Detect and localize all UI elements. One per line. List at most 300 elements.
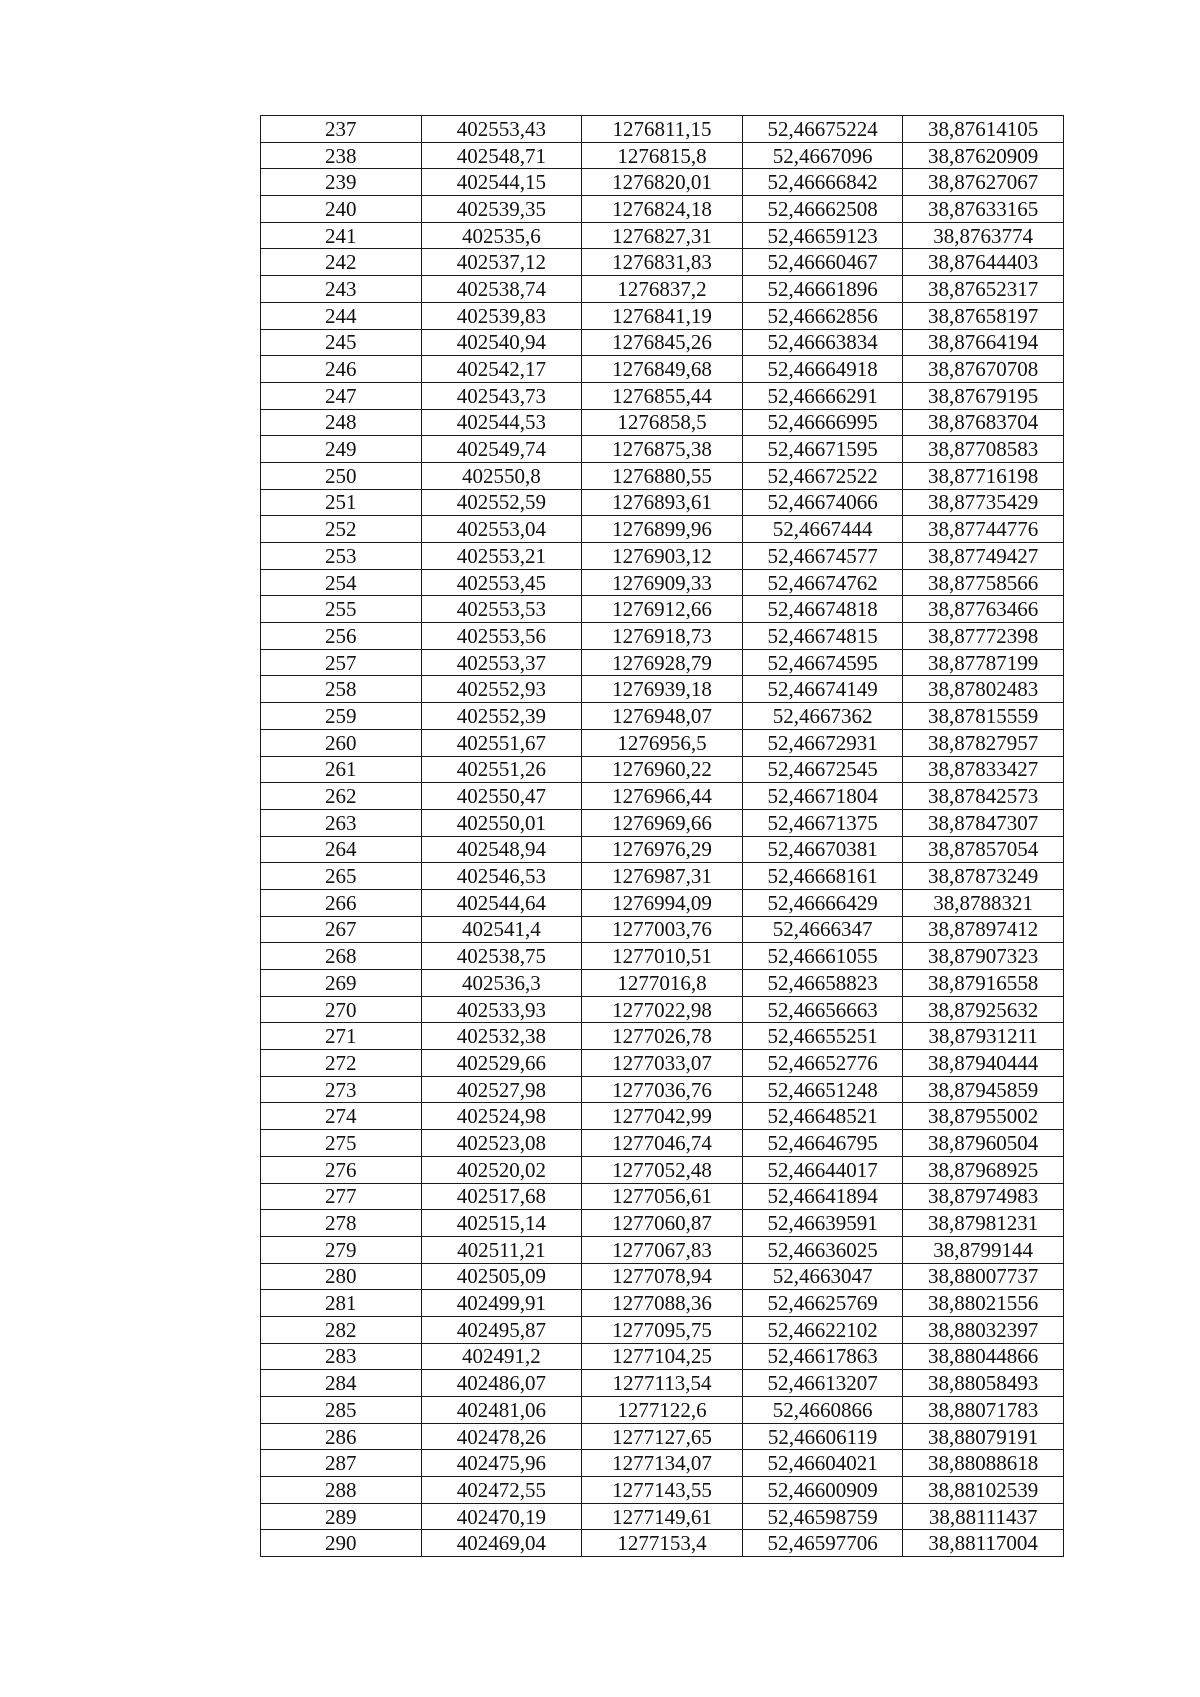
point-number-cell: 251 [261, 489, 422, 516]
y-coordinate-cell: 1276820,01 [582, 169, 743, 196]
y-coordinate-cell: 1276858,5 [582, 409, 743, 436]
longitude-cell: 38,87758566 [903, 569, 1064, 596]
latitude-cell: 52,46651248 [742, 1076, 903, 1103]
table-row [261, 756, 1064, 783]
longitude-cell: 38,87620909 [903, 142, 1064, 169]
y-coordinate-cell: 1277022,98 [582, 996, 743, 1023]
latitude-cell: 52,46672931 [742, 729, 903, 756]
table-row [261, 543, 1064, 570]
longitude-cell: 38,88079191 [903, 1423, 1064, 1450]
x-coordinate-cell: 402478,26 [421, 1423, 582, 1450]
point-number-cell: 285 [261, 1397, 422, 1424]
latitude-cell: 52,46670381 [742, 836, 903, 863]
x-coordinate-cell: 402515,14 [421, 1210, 582, 1237]
longitude-cell: 38,87772398 [903, 623, 1064, 650]
latitude-cell: 52,46656663 [742, 996, 903, 1023]
latitude-cell: 52,46663834 [742, 329, 903, 356]
latitude-cell: 52,46662508 [742, 196, 903, 223]
point-number-cell: 255 [261, 596, 422, 623]
table-row [261, 409, 1064, 436]
longitude-cell: 38,87907323 [903, 943, 1064, 970]
latitude-cell: 52,4667096 [742, 142, 903, 169]
point-number-cell: 239 [261, 169, 422, 196]
latitude-cell: 52,46617863 [742, 1343, 903, 1370]
latitude-cell: 52,4666347 [742, 916, 903, 943]
y-coordinate-cell: 1277149,61 [582, 1503, 743, 1530]
latitude-cell: 52,46668161 [742, 863, 903, 890]
table-row [261, 329, 1064, 356]
longitude-cell: 38,87633165 [903, 196, 1064, 223]
point-number-cell: 244 [261, 302, 422, 329]
table-row [261, 1343, 1064, 1370]
point-number-cell: 275 [261, 1130, 422, 1157]
longitude-cell: 38,87679195 [903, 382, 1064, 409]
point-number-cell: 245 [261, 329, 422, 356]
y-coordinate-cell: 1277113,54 [582, 1370, 743, 1397]
coordinates-table [260, 115, 1064, 1557]
table-row [261, 516, 1064, 543]
x-coordinate-cell: 402553,21 [421, 543, 582, 570]
latitude-cell: 52,46658823 [742, 970, 903, 997]
longitude-cell: 38,87763466 [903, 596, 1064, 623]
latitude-cell: 52,46666291 [742, 382, 903, 409]
latitude-cell: 52,4667362 [742, 703, 903, 730]
y-coordinate-cell: 1276841,19 [582, 302, 743, 329]
table-row [261, 703, 1064, 730]
point-number-cell: 280 [261, 1263, 422, 1290]
latitude-cell: 52,46671375 [742, 809, 903, 836]
point-number-cell: 286 [261, 1423, 422, 1450]
table-row [261, 1103, 1064, 1130]
x-coordinate-cell: 402553,37 [421, 649, 582, 676]
y-coordinate-cell: 1277153,4 [582, 1530, 743, 1557]
point-number-cell: 282 [261, 1316, 422, 1343]
point-number-cell: 266 [261, 889, 422, 916]
latitude-cell: 52,46674066 [742, 489, 903, 516]
longitude-cell: 38,87802483 [903, 676, 1064, 703]
point-number-cell: 261 [261, 756, 422, 783]
x-coordinate-cell: 402539,35 [421, 196, 582, 223]
x-coordinate-cell: 402517,68 [421, 1183, 582, 1210]
point-number-cell: 273 [261, 1076, 422, 1103]
longitude-cell: 38,87916558 [903, 970, 1064, 997]
table-row [261, 1023, 1064, 1050]
latitude-cell: 52,46661055 [742, 943, 903, 970]
latitude-cell: 52,46625769 [742, 1290, 903, 1317]
longitude-cell: 38,88021556 [903, 1290, 1064, 1317]
longitude-cell: 38,87981231 [903, 1210, 1064, 1237]
x-coordinate-cell: 402491,2 [421, 1343, 582, 1370]
x-coordinate-cell: 402544,64 [421, 889, 582, 916]
latitude-cell: 52,46672522 [742, 462, 903, 489]
x-coordinate-cell: 402527,98 [421, 1076, 582, 1103]
longitude-cell: 38,88044866 [903, 1343, 1064, 1370]
table-row [261, 996, 1064, 1023]
point-number-cell: 242 [261, 249, 422, 276]
point-number-cell: 264 [261, 836, 422, 863]
y-coordinate-cell: 1277143,55 [582, 1477, 743, 1504]
y-coordinate-cell: 1276969,66 [582, 809, 743, 836]
table-row [261, 1370, 1064, 1397]
table-row [261, 1263, 1064, 1290]
longitude-cell: 38,87787199 [903, 649, 1064, 676]
longitude-cell: 38,87873249 [903, 863, 1064, 890]
y-coordinate-cell: 1276918,73 [582, 623, 743, 650]
longitude-cell: 38,87708583 [903, 436, 1064, 463]
longitude-cell: 38,87925632 [903, 996, 1064, 1023]
table-row [261, 302, 1064, 329]
table-row [261, 676, 1064, 703]
y-coordinate-cell: 1276831,83 [582, 249, 743, 276]
y-coordinate-cell: 1276849,68 [582, 356, 743, 383]
x-coordinate-cell: 402553,56 [421, 623, 582, 650]
y-coordinate-cell: 1276855,44 [582, 382, 743, 409]
x-coordinate-cell: 402551,26 [421, 756, 582, 783]
y-coordinate-cell: 1276987,31 [582, 863, 743, 890]
point-number-cell: 288 [261, 1477, 422, 1504]
latitude-cell: 52,46646795 [742, 1130, 903, 1157]
latitude-cell: 52,46648521 [742, 1103, 903, 1130]
latitude-cell: 52,46613207 [742, 1370, 903, 1397]
y-coordinate-cell: 1276912,66 [582, 596, 743, 623]
longitude-cell: 38,87744776 [903, 516, 1064, 543]
x-coordinate-cell: 402542,17 [421, 356, 582, 383]
latitude-cell: 52,46674577 [742, 543, 903, 570]
x-coordinate-cell: 402541,4 [421, 916, 582, 943]
table-row [261, 222, 1064, 249]
point-number-cell: 263 [261, 809, 422, 836]
x-coordinate-cell: 402546,53 [421, 863, 582, 890]
table-row [261, 729, 1064, 756]
latitude-cell: 52,46661896 [742, 276, 903, 303]
point-number-cell: 281 [261, 1290, 422, 1317]
table-row [261, 1290, 1064, 1317]
y-coordinate-cell: 1277088,36 [582, 1290, 743, 1317]
point-number-cell: 274 [261, 1103, 422, 1130]
longitude-cell: 38,87931211 [903, 1023, 1064, 1050]
y-coordinate-cell: 1276815,8 [582, 142, 743, 169]
y-coordinate-cell: 1277060,87 [582, 1210, 743, 1237]
longitude-cell: 38,87842573 [903, 783, 1064, 810]
point-number-cell: 240 [261, 196, 422, 223]
y-coordinate-cell: 1276845,26 [582, 329, 743, 356]
longitude-cell: 38,88088618 [903, 1450, 1064, 1477]
x-coordinate-cell: 402549,74 [421, 436, 582, 463]
longitude-cell: 38,87658197 [903, 302, 1064, 329]
point-number-cell: 246 [261, 356, 422, 383]
table-row [261, 623, 1064, 650]
point-number-cell: 259 [261, 703, 422, 730]
point-number-cell: 249 [261, 436, 422, 463]
y-coordinate-cell: 1277026,78 [582, 1023, 743, 1050]
y-coordinate-cell: 1277042,99 [582, 1103, 743, 1130]
point-number-cell: 290 [261, 1530, 422, 1557]
latitude-cell: 52,46674815 [742, 623, 903, 650]
table-row [261, 596, 1064, 623]
table-row [261, 1210, 1064, 1237]
latitude-cell: 52,46666842 [742, 169, 903, 196]
table-row [261, 489, 1064, 516]
x-coordinate-cell: 402548,94 [421, 836, 582, 863]
table-row [261, 382, 1064, 409]
point-number-cell: 289 [261, 1503, 422, 1530]
y-coordinate-cell: 1276956,5 [582, 729, 743, 756]
y-coordinate-cell: 1276880,55 [582, 462, 743, 489]
y-coordinate-cell: 1277046,74 [582, 1130, 743, 1157]
x-coordinate-cell: 402499,91 [421, 1290, 582, 1317]
longitude-cell: 38,87974983 [903, 1183, 1064, 1210]
x-coordinate-cell: 402536,3 [421, 970, 582, 997]
x-coordinate-cell: 402538,74 [421, 276, 582, 303]
x-coordinate-cell: 402486,07 [421, 1370, 582, 1397]
latitude-cell: 52,46652776 [742, 1050, 903, 1077]
table-row [261, 863, 1064, 890]
y-coordinate-cell: 1276928,79 [582, 649, 743, 676]
table-row [261, 462, 1064, 489]
y-coordinate-cell: 1277078,94 [582, 1263, 743, 1290]
longitude-cell: 38,88007737 [903, 1263, 1064, 1290]
point-number-cell: 248 [261, 409, 422, 436]
y-coordinate-cell: 1277127,65 [582, 1423, 743, 1450]
longitude-cell: 38,87670708 [903, 356, 1064, 383]
table-row [261, 943, 1064, 970]
table-row [261, 1183, 1064, 1210]
x-coordinate-cell: 402495,87 [421, 1316, 582, 1343]
longitude-cell: 38,87716198 [903, 462, 1064, 489]
point-number-cell: 278 [261, 1210, 422, 1237]
point-number-cell: 269 [261, 970, 422, 997]
longitude-cell: 38,8799144 [903, 1236, 1064, 1263]
longitude-cell: 38,88058493 [903, 1370, 1064, 1397]
latitude-cell: 52,46674762 [742, 569, 903, 596]
y-coordinate-cell: 1277036,76 [582, 1076, 743, 1103]
x-coordinate-cell: 402548,71 [421, 142, 582, 169]
table-row [261, 1450, 1064, 1477]
point-number-cell: 260 [261, 729, 422, 756]
y-coordinate-cell: 1277104,25 [582, 1343, 743, 1370]
table-row [261, 1530, 1064, 1557]
point-number-cell: 267 [261, 916, 422, 943]
table-row [261, 1397, 1064, 1424]
longitude-cell: 38,87960504 [903, 1130, 1064, 1157]
latitude-cell: 52,4663047 [742, 1263, 903, 1290]
x-coordinate-cell: 402538,75 [421, 943, 582, 970]
y-coordinate-cell: 1277122,6 [582, 1397, 743, 1424]
table-row [261, 809, 1064, 836]
table-row [261, 916, 1064, 943]
y-coordinate-cell: 1277033,07 [582, 1050, 743, 1077]
table-row [261, 1130, 1064, 1157]
point-number-cell: 272 [261, 1050, 422, 1077]
x-coordinate-cell: 402533,93 [421, 996, 582, 1023]
longitude-cell: 38,87897412 [903, 916, 1064, 943]
point-number-cell: 241 [261, 222, 422, 249]
y-coordinate-cell: 1276903,12 [582, 543, 743, 570]
table-row [261, 1076, 1064, 1103]
table-row [261, 783, 1064, 810]
y-coordinate-cell: 1276994,09 [582, 889, 743, 916]
x-coordinate-cell: 402552,39 [421, 703, 582, 730]
y-coordinate-cell: 1276837,2 [582, 276, 743, 303]
latitude-cell: 52,46641894 [742, 1183, 903, 1210]
y-coordinate-cell: 1276960,22 [582, 756, 743, 783]
point-number-cell: 247 [261, 382, 422, 409]
point-number-cell: 250 [261, 462, 422, 489]
table-row [261, 196, 1064, 223]
table-row [261, 649, 1064, 676]
y-coordinate-cell: 1276909,33 [582, 569, 743, 596]
y-coordinate-cell: 1276976,29 [582, 836, 743, 863]
y-coordinate-cell: 1277095,75 [582, 1316, 743, 1343]
table-row [261, 116, 1064, 143]
table-row [261, 569, 1064, 596]
y-coordinate-cell: 1276966,44 [582, 783, 743, 810]
point-number-cell: 237 [261, 116, 422, 143]
x-coordinate-cell: 402529,66 [421, 1050, 582, 1077]
point-number-cell: 254 [261, 569, 422, 596]
longitude-cell: 38,87833427 [903, 756, 1064, 783]
x-coordinate-cell: 402472,55 [421, 1477, 582, 1504]
x-coordinate-cell: 402532,38 [421, 1023, 582, 1050]
x-coordinate-cell: 402537,12 [421, 249, 582, 276]
longitude-cell: 38,87847307 [903, 809, 1064, 836]
y-coordinate-cell: 1277056,61 [582, 1183, 743, 1210]
point-number-cell: 271 [261, 1023, 422, 1050]
latitude-cell: 52,46644017 [742, 1156, 903, 1183]
longitude-cell: 38,8763774 [903, 222, 1064, 249]
latitude-cell: 52,46597706 [742, 1530, 903, 1557]
table-row [261, 142, 1064, 169]
latitude-cell: 52,46674595 [742, 649, 903, 676]
latitude-cell: 52,46606119 [742, 1423, 903, 1450]
y-coordinate-cell: 1277010,51 [582, 943, 743, 970]
point-number-cell: 258 [261, 676, 422, 703]
longitude-cell: 38,88032397 [903, 1316, 1064, 1343]
point-number-cell: 276 [261, 1156, 422, 1183]
latitude-cell: 52,46660467 [742, 249, 903, 276]
point-number-cell: 257 [261, 649, 422, 676]
y-coordinate-cell: 1276939,18 [582, 676, 743, 703]
longitude-cell: 38,88071783 [903, 1397, 1064, 1424]
latitude-cell: 52,46655251 [742, 1023, 903, 1050]
longitude-cell: 38,87955002 [903, 1103, 1064, 1130]
longitude-cell: 38,87815559 [903, 703, 1064, 730]
point-number-cell: 262 [261, 783, 422, 810]
latitude-cell: 52,46636025 [742, 1236, 903, 1263]
x-coordinate-cell: 402539,83 [421, 302, 582, 329]
point-number-cell: 277 [261, 1183, 422, 1210]
x-coordinate-cell: 402550,01 [421, 809, 582, 836]
longitude-cell: 38,87749427 [903, 543, 1064, 570]
x-coordinate-cell: 402552,93 [421, 676, 582, 703]
x-coordinate-cell: 402520,02 [421, 1156, 582, 1183]
y-coordinate-cell: 1277052,48 [582, 1156, 743, 1183]
y-coordinate-cell: 1276827,31 [582, 222, 743, 249]
longitude-cell: 38,87827957 [903, 729, 1064, 756]
table-row [261, 1477, 1064, 1504]
y-coordinate-cell: 1276948,07 [582, 703, 743, 730]
longitude-cell: 38,87652317 [903, 276, 1064, 303]
latitude-cell: 52,46598759 [742, 1503, 903, 1530]
latitude-cell: 52,46659123 [742, 222, 903, 249]
latitude-cell: 52,46671595 [742, 436, 903, 463]
latitude-cell: 52,46666429 [742, 889, 903, 916]
longitude-cell: 38,87683704 [903, 409, 1064, 436]
latitude-cell: 52,46672545 [742, 756, 903, 783]
y-coordinate-cell: 1277003,76 [582, 916, 743, 943]
longitude-cell: 38,87945859 [903, 1076, 1064, 1103]
x-coordinate-cell: 402511,21 [421, 1236, 582, 1263]
x-coordinate-cell: 402481,06 [421, 1397, 582, 1424]
table-row [261, 1236, 1064, 1263]
x-coordinate-cell: 402543,73 [421, 382, 582, 409]
table-row [261, 1156, 1064, 1183]
x-coordinate-cell: 402553,45 [421, 569, 582, 596]
point-number-cell: 270 [261, 996, 422, 1023]
table-row [261, 356, 1064, 383]
longitude-cell: 38,8788321 [903, 889, 1064, 916]
table-row [261, 436, 1064, 463]
table-row [261, 1503, 1064, 1530]
x-coordinate-cell: 402540,94 [421, 329, 582, 356]
x-coordinate-cell: 402553,04 [421, 516, 582, 543]
x-coordinate-cell: 402553,43 [421, 116, 582, 143]
latitude-cell: 52,4667444 [742, 516, 903, 543]
x-coordinate-cell: 402535,6 [421, 222, 582, 249]
latitude-cell: 52,46622102 [742, 1316, 903, 1343]
table-row [261, 169, 1064, 196]
latitude-cell: 52,46674818 [742, 596, 903, 623]
x-coordinate-cell: 402470,19 [421, 1503, 582, 1530]
point-number-cell: 243 [261, 276, 422, 303]
y-coordinate-cell: 1276811,15 [582, 116, 743, 143]
table-row [261, 836, 1064, 863]
x-coordinate-cell: 402544,15 [421, 169, 582, 196]
longitude-cell: 38,87664194 [903, 329, 1064, 356]
x-coordinate-cell: 402544,53 [421, 409, 582, 436]
longitude-cell: 38,87968925 [903, 1156, 1064, 1183]
latitude-cell: 52,46662856 [742, 302, 903, 329]
latitude-cell: 52,46671804 [742, 783, 903, 810]
point-number-cell: 252 [261, 516, 422, 543]
y-coordinate-cell: 1276824,18 [582, 196, 743, 223]
y-coordinate-cell: 1277016,8 [582, 970, 743, 997]
latitude-cell: 52,46674149 [742, 676, 903, 703]
latitude-cell: 52,46664918 [742, 356, 903, 383]
longitude-cell: 38,87614105 [903, 116, 1064, 143]
longitude-cell: 38,87940444 [903, 1050, 1064, 1077]
longitude-cell: 38,87627067 [903, 169, 1064, 196]
longitude-cell: 38,88111437 [903, 1503, 1064, 1530]
x-coordinate-cell: 402551,67 [421, 729, 582, 756]
x-coordinate-cell: 402550,8 [421, 462, 582, 489]
table-row [261, 1423, 1064, 1450]
longitude-cell: 38,87644403 [903, 249, 1064, 276]
latitude-cell: 52,46600909 [742, 1477, 903, 1504]
point-number-cell: 265 [261, 863, 422, 890]
x-coordinate-cell: 402475,96 [421, 1450, 582, 1477]
latitude-cell: 52,46675224 [742, 116, 903, 143]
x-coordinate-cell: 402469,04 [421, 1530, 582, 1557]
table-row [261, 1316, 1064, 1343]
y-coordinate-cell: 1277134,07 [582, 1450, 743, 1477]
y-coordinate-cell: 1276875,38 [582, 436, 743, 463]
y-coordinate-cell: 1276899,96 [582, 516, 743, 543]
x-coordinate-cell: 402550,47 [421, 783, 582, 810]
latitude-cell: 52,46604021 [742, 1450, 903, 1477]
table-row [261, 249, 1064, 276]
x-coordinate-cell: 402523,08 [421, 1130, 582, 1157]
